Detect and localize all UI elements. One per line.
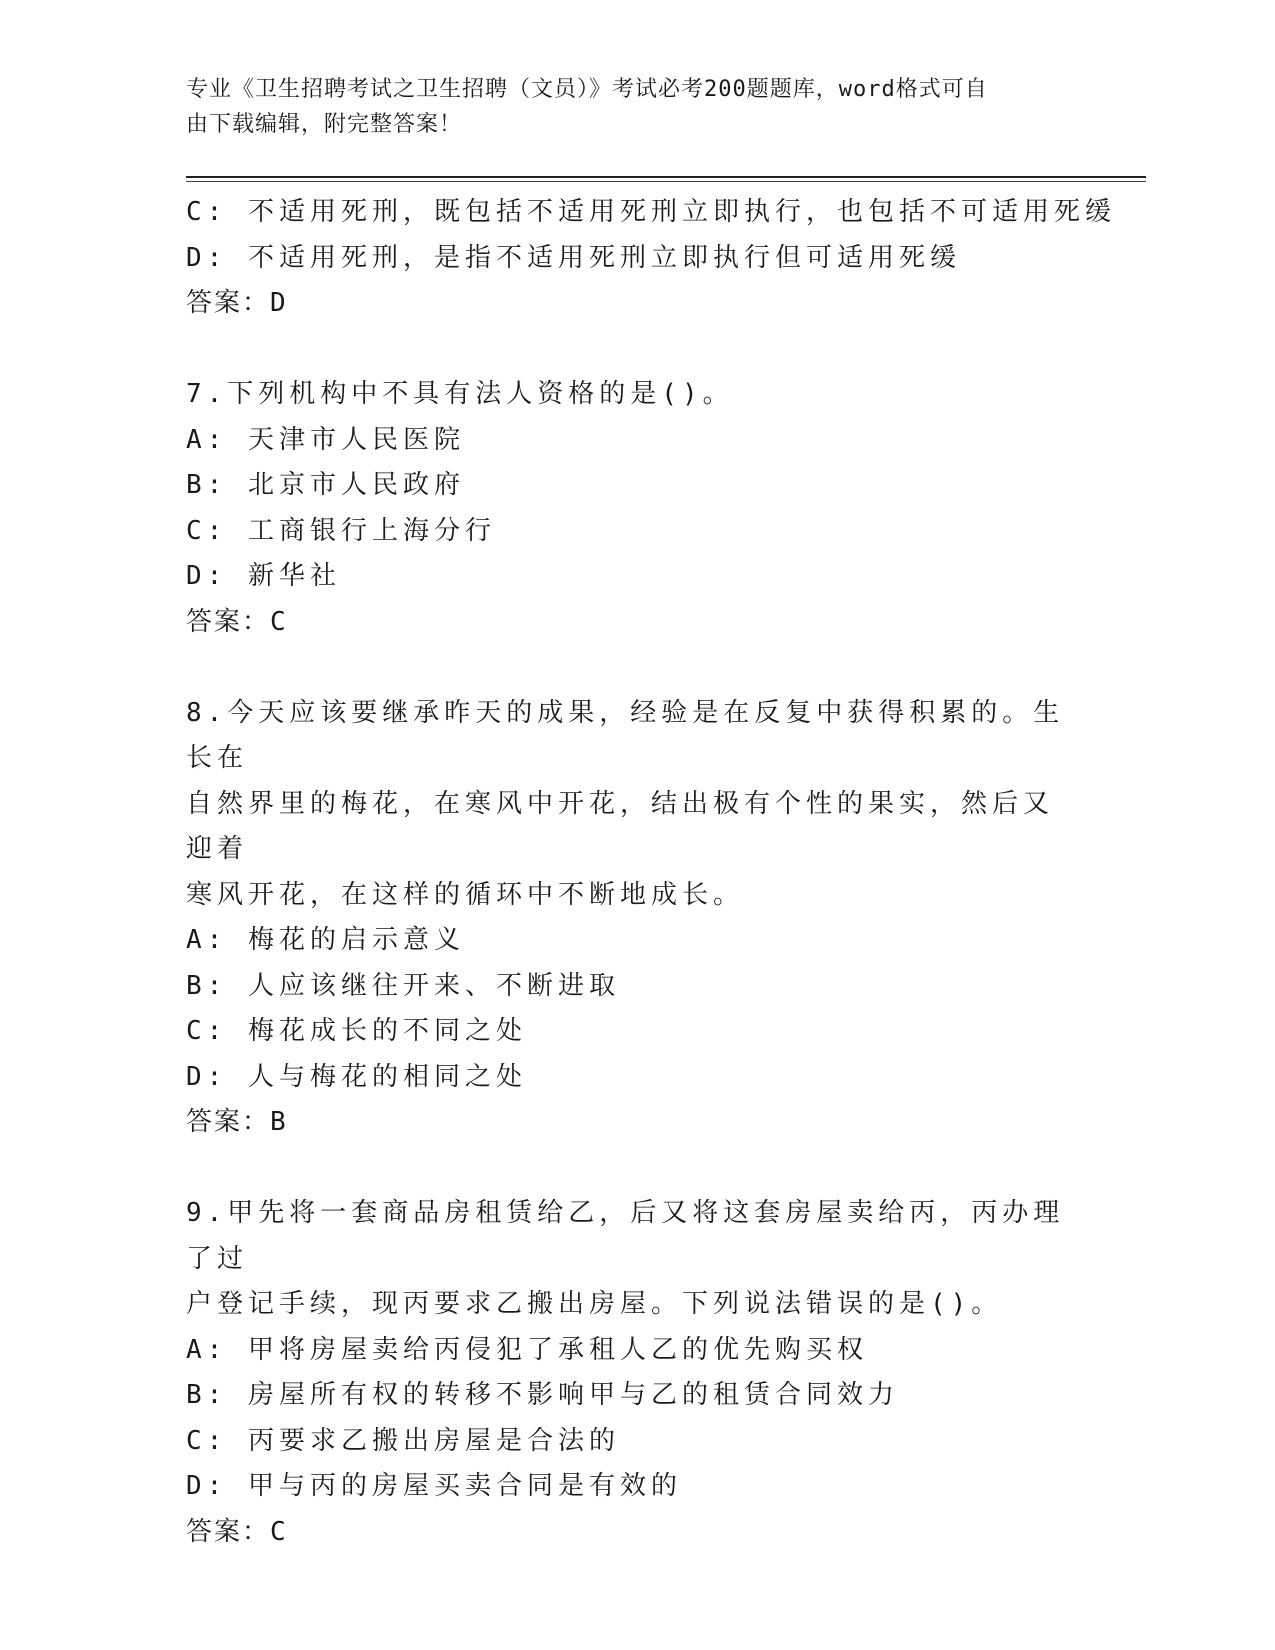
question-stem-line-3: 寒风开花，在这样的循环中不断地成长。 bbox=[186, 879, 745, 910]
option-a: A: 梅花的启示意义 bbox=[186, 925, 465, 955]
question-6-continued bbox=[186, 190, 1116, 327]
question-stem-line-2: 自然界里的梅花，在寒风中开花，结出极有个性的果实，然后又迎着 bbox=[186, 788, 1055, 864]
option-c: C: 丙要求乙搬出房屋是合法的 bbox=[186, 1425, 620, 1456]
option-b: B: 北京市人民政府 bbox=[186, 470, 465, 500]
question-stem-line-1: 8.今天应该要继承昨天的成果，经验是在反复中获得积累的。生长在 bbox=[186, 697, 1065, 773]
question-7 bbox=[186, 372, 1066, 645]
option-a: A: 甲将房屋卖给丙侵犯了承租人乙的优先购买权 bbox=[186, 1334, 868, 1365]
option-d: D: 不适用死刑，是指不适用死刑立即执行但可适用死缓 bbox=[186, 242, 961, 273]
question-stem-line-1: 9.甲先将一套商品房租赁给乙，后又将这套房屋卖给丙，丙办理了过 bbox=[186, 1198, 1065, 1274]
spacer bbox=[186, 645, 1066, 691]
option-c: C: 工商银行上海分行 bbox=[186, 515, 496, 546]
answer-line: 答案：D bbox=[186, 288, 288, 318]
option-b: B: 人应该继往开来、不断进取 bbox=[186, 970, 620, 1001]
header-title-line-2: 由下载编辑，附完整答案！ bbox=[186, 112, 463, 137]
option-b: B: 房屋所有权的转移不影响甲与乙的租赁合同效力 bbox=[186, 1380, 899, 1410]
document-header bbox=[186, 72, 1066, 142]
option-c: C: 梅花成长的不同之处 bbox=[186, 1016, 527, 1046]
question-stem-line-2: 户登记手续，现丙要求乙搬出房屋。下列说法错误的是()。 bbox=[186, 1289, 1003, 1319]
spacer bbox=[186, 1146, 1066, 1192]
answer-line: 答案：C bbox=[186, 1516, 288, 1547]
option-c: C: 不适用死刑，既包括不适用死刑立即执行，也包括不可适用死缓 bbox=[186, 197, 1116, 227]
question-8 bbox=[186, 691, 1066, 1146]
question-list bbox=[186, 190, 1116, 1555]
header-divider-thin bbox=[186, 181, 1146, 182]
option-d: D: 甲与丙的房屋买卖合同是有效的 bbox=[186, 1471, 682, 1501]
header-divider-thick bbox=[186, 176, 1146, 178]
spacer bbox=[186, 327, 1066, 373]
question-9 bbox=[186, 1191, 1066, 1555]
option-a: A: 天津市人民医院 bbox=[186, 424, 465, 455]
question-stem: 7.下列机构中不具有法人资格的是()。 bbox=[186, 379, 734, 409]
answer-line: 答案：C bbox=[186, 606, 288, 637]
header-title-line-1: 专业《卫生招聘考试之卫生招聘（文员）》考试必考200题题库，word格式可自 bbox=[186, 77, 988, 102]
option-d: D: 人与梅花的相同之处 bbox=[186, 1061, 527, 1092]
option-d: D: 新华社 bbox=[186, 561, 341, 591]
answer-line: 答案：B bbox=[186, 1107, 288, 1137]
